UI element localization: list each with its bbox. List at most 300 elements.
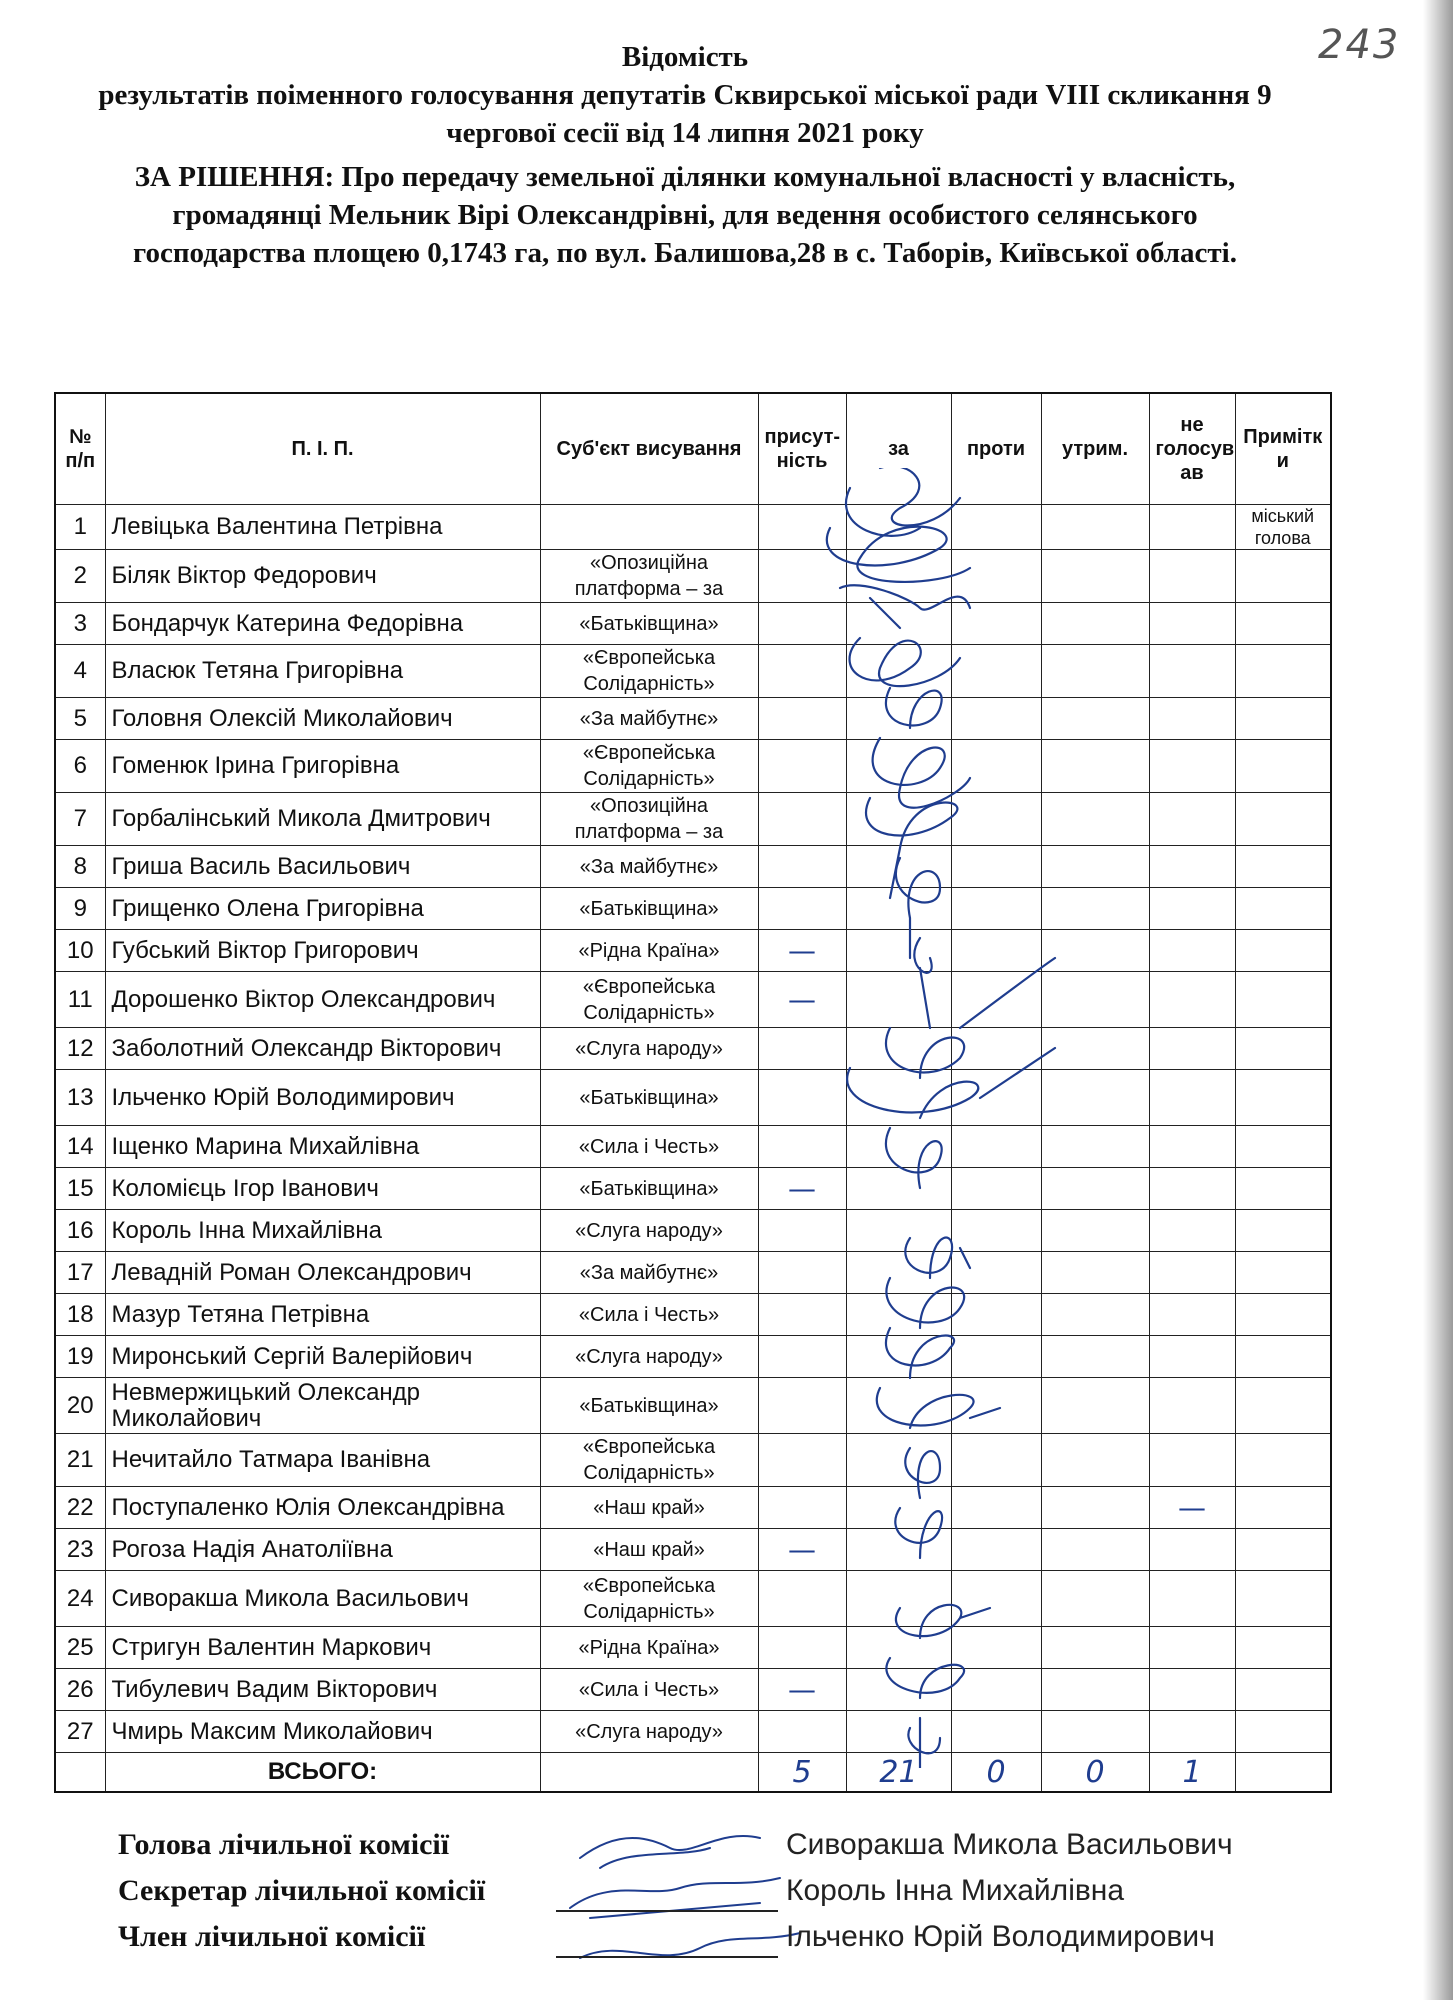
table-row	[55, 1378, 1331, 1434]
vote-against-cell	[951, 1711, 1041, 1753]
row-number: 25	[55, 1627, 105, 1669]
vote-for-cell	[846, 972, 951, 1028]
decision-line2: громадянці Мельник Вірі Олександрівні, для ведення особистого селянського	[172, 199, 1198, 231]
vote-for-cell	[846, 1336, 951, 1378]
vote-for-cell	[846, 1168, 951, 1210]
signature-row-secretary	[118, 1874, 1268, 1920]
vote-not-voted-cell	[1149, 930, 1235, 972]
vote-against-cell	[951, 1168, 1041, 1210]
vote-against-cell	[951, 550, 1041, 603]
vote-against-cell	[951, 1126, 1041, 1168]
row-note: міський голова	[1235, 505, 1331, 550]
row-number: 2	[55, 550, 105, 603]
totals-label: ВСЬОГО:	[105, 1753, 540, 1793]
vote-abstain-cell	[1041, 1487, 1149, 1529]
vote-for-cell	[846, 888, 951, 930]
nominating-party: «Європейська Солідарність»	[540, 645, 758, 698]
deputy-name: Тибулевич Вадим Вікторович	[105, 1669, 540, 1711]
deputy-name: Горбалінський Микола Дмитрович	[105, 793, 540, 846]
deputy-name: Грищенко Олена Григорівна	[105, 888, 540, 930]
vote-abstain-cell	[1041, 603, 1149, 645]
row-note	[1235, 1294, 1331, 1336]
vote-for-cell	[846, 1070, 951, 1126]
table-row	[55, 1070, 1331, 1126]
row-note	[1235, 930, 1331, 972]
col-header-name: П. І. П.	[105, 393, 540, 505]
vote-for-cell	[846, 1434, 951, 1487]
total-against: 0	[951, 1753, 1041, 1793]
col-header-notes: Примітк и	[1235, 393, 1331, 505]
table-row	[55, 645, 1331, 698]
presence-mark	[758, 1627, 846, 1669]
signature-role: Голова лічильної комісії	[118, 1828, 450, 1861]
nominating-party: «Сила і Честь»	[540, 1294, 758, 1336]
signature-row-chair	[118, 1828, 1268, 1874]
nominating-party: «Слуга народу»	[540, 1210, 758, 1252]
row-number: 13	[55, 1070, 105, 1126]
vote-against-cell	[951, 1529, 1041, 1571]
vote-against-cell	[951, 1210, 1041, 1252]
deputy-name: Біляк Віктор Федорович	[105, 550, 540, 603]
table-row	[55, 930, 1331, 972]
deputy-name: Заболотний Олександр Вікторович	[105, 1028, 540, 1070]
table-row	[55, 972, 1331, 1028]
vote-abstain-cell	[1041, 1336, 1149, 1378]
nominating-party: «За майбутнє»	[540, 698, 758, 740]
presence-mark: —	[758, 1168, 846, 1210]
vote-abstain-cell	[1041, 740, 1149, 793]
vote-not-voted-cell	[1149, 1627, 1235, 1669]
presence-mark	[758, 603, 846, 645]
vote-against-cell	[951, 846, 1041, 888]
nominating-party: «Опозиційна платформа – за	[540, 550, 758, 603]
vote-for-cell	[846, 550, 951, 603]
presence-mark	[758, 846, 846, 888]
row-number: 10	[55, 930, 105, 972]
vote-not-voted-cell	[1149, 1434, 1235, 1487]
nominating-party: «Слуга народу»	[540, 1028, 758, 1070]
page-number: 243	[1318, 22, 1401, 68]
row-number: 6	[55, 740, 105, 793]
table-row	[55, 1294, 1331, 1336]
scan-edge-shadow	[1423, 0, 1453, 2000]
row-note	[1235, 972, 1331, 1028]
table-body	[55, 505, 1331, 1753]
vote-abstain-cell	[1041, 930, 1149, 972]
deputy-name: Власюк Тетяна Григорівна	[105, 645, 540, 698]
nominating-party: «За майбутнє»	[540, 1252, 758, 1294]
presence-mark	[758, 1711, 846, 1753]
table-row	[55, 1669, 1331, 1711]
row-note	[1235, 1571, 1331, 1627]
vote-for-cell	[846, 740, 951, 793]
vote-abstain-cell	[1041, 1126, 1149, 1168]
presence-mark: —	[758, 1529, 846, 1571]
deputy-name: Чмирь Максим Миколайович	[105, 1711, 540, 1753]
deputy-name: Гоменюк Ірина Григорівна	[105, 740, 540, 793]
table-row	[55, 698, 1331, 740]
presence-mark	[758, 1210, 846, 1252]
deputy-name: Сиворакша Микола Васильович	[105, 1571, 540, 1627]
row-number: 17	[55, 1252, 105, 1294]
deputy-name: Коломієць Ігор Іванович	[105, 1168, 540, 1210]
signature-row-member	[118, 1920, 1268, 1966]
table-row	[55, 1336, 1331, 1378]
vote-for-cell	[846, 1028, 951, 1070]
vote-against-cell	[951, 698, 1041, 740]
row-note	[1235, 1711, 1331, 1753]
signature-name: Король Інна Михайлівна	[786, 1874, 1125, 1907]
row-number: 8	[55, 846, 105, 888]
presence-mark	[758, 1571, 846, 1627]
deputy-name: Миронський Сергій Валерійович	[105, 1336, 540, 1378]
deputy-name: Губський Віктор Григорович	[105, 930, 540, 972]
vote-not-voted-cell	[1149, 846, 1235, 888]
row-number: 22	[55, 1487, 105, 1529]
presence-mark	[758, 1434, 846, 1487]
vote-against-cell	[951, 1434, 1041, 1487]
vote-against-cell	[951, 1627, 1041, 1669]
table-row	[55, 888, 1331, 930]
row-note	[1235, 1487, 1331, 1529]
vote-not-voted-cell	[1149, 972, 1235, 1028]
vote-against-cell	[951, 1669, 1041, 1711]
row-note	[1235, 603, 1331, 645]
deputy-name: Король Інна Михайлівна	[105, 1210, 540, 1252]
row-number: 11	[55, 972, 105, 1028]
vote-against-cell	[951, 603, 1041, 645]
row-note	[1235, 1434, 1331, 1487]
signature-line	[556, 1956, 778, 1958]
vote-not-voted-cell	[1149, 1070, 1235, 1126]
row-number: 9	[55, 888, 105, 930]
vote-not-voted-cell	[1149, 550, 1235, 603]
nominating-party	[540, 505, 758, 550]
vote-against-cell	[951, 1294, 1041, 1336]
vote-for-cell	[846, 1252, 951, 1294]
document-subtitle-line1: результатів поіменного голосування депутатів Сквирської міської ради VIII скликання 9	[98, 79, 1272, 111]
col-header-not-voted: не голосув ав	[1149, 393, 1235, 505]
presence-mark: —	[758, 930, 846, 972]
vote-abstain-cell	[1041, 1434, 1149, 1487]
col-header-presence: присут-ність	[758, 393, 846, 505]
row-note	[1235, 1126, 1331, 1168]
vote-for-cell	[846, 603, 951, 645]
vote-not-voted-cell	[1149, 603, 1235, 645]
row-note	[1235, 1210, 1331, 1252]
presence-mark	[758, 740, 846, 793]
nominating-party: «Сила і Честь»	[540, 1126, 758, 1168]
totals-row	[55, 1753, 1331, 1793]
vote-for-cell	[846, 793, 951, 846]
vote-for-cell	[846, 1711, 951, 1753]
vote-abstain-cell	[1041, 1028, 1149, 1070]
vote-abstain-cell	[1041, 1252, 1149, 1294]
vote-abstain-cell	[1041, 1529, 1149, 1571]
presence-mark	[758, 1126, 846, 1168]
vote-abstain-cell	[1041, 505, 1149, 550]
table-row	[55, 1529, 1331, 1571]
vote-not-voted-cell: —	[1149, 1487, 1235, 1529]
vote-for-cell	[846, 930, 951, 972]
table-row	[55, 1487, 1331, 1529]
presence-mark	[758, 1028, 846, 1070]
vote-abstain-cell	[1041, 793, 1149, 846]
vote-not-voted-cell	[1149, 1711, 1235, 1753]
row-note	[1235, 1336, 1331, 1378]
decision-line1: ЗА РІШЕННЯ: Про передачу земельної ділянки комунальної власності у власність,	[134, 161, 1236, 193]
document-title: Відомість	[621, 41, 749, 73]
deputy-name: Гриша Василь Васильович	[105, 846, 540, 888]
table-row	[55, 1711, 1331, 1753]
vote-against-cell	[951, 1028, 1041, 1070]
vote-for-cell	[846, 1126, 951, 1168]
col-header-abstain: утрим.	[1041, 393, 1149, 505]
deputy-name: Нечитайло Татмара Іванівна	[105, 1434, 540, 1487]
row-note	[1235, 1378, 1331, 1434]
deputy-name: Головня Олексій Миколайович	[105, 698, 540, 740]
vote-for-cell	[846, 645, 951, 698]
vote-not-voted-cell	[1149, 1294, 1235, 1336]
presence-mark	[758, 888, 846, 930]
col-header-for: за	[846, 393, 951, 505]
presence-mark	[758, 505, 846, 550]
presence-mark: —	[758, 972, 846, 1028]
nominating-party: «Батьківщина»	[540, 888, 758, 930]
signature-name: Ільченко Юрій Володимирович	[786, 1920, 1215, 1953]
row-note	[1235, 888, 1331, 930]
col-header-party: Суб'єкт висування	[540, 393, 758, 505]
nominating-party: «Слуга народу»	[540, 1336, 758, 1378]
row-number: 20	[55, 1378, 105, 1434]
vote-not-voted-cell	[1149, 793, 1235, 846]
presence-mark	[758, 793, 846, 846]
signature-line	[556, 1910, 778, 1912]
presence-mark	[758, 645, 846, 698]
vote-not-voted-cell	[1149, 1210, 1235, 1252]
nominating-party: «Європейська Солідарність»	[540, 740, 758, 793]
document-subtitle-line2: чергової сесії від 14 липня 2021 року	[446, 117, 924, 149]
row-number: 7	[55, 793, 105, 846]
vote-against-cell	[951, 505, 1041, 550]
total-for: 21	[846, 1753, 951, 1793]
table-row	[55, 1571, 1331, 1627]
vote-against-cell	[951, 793, 1041, 846]
row-note	[1235, 1070, 1331, 1126]
vote-not-voted-cell	[1149, 888, 1235, 930]
vote-against-cell	[951, 1378, 1041, 1434]
presence-mark	[758, 1070, 846, 1126]
vote-against-cell	[951, 1070, 1041, 1126]
presence-mark	[758, 1378, 846, 1434]
vote-abstain-cell	[1041, 846, 1149, 888]
total-abstain: 0	[1041, 1753, 1149, 1793]
deputy-name: Поступаленко Юлія Олександрівна	[105, 1487, 540, 1529]
vote-for-cell	[846, 1487, 951, 1529]
row-number: 19	[55, 1336, 105, 1378]
row-note	[1235, 846, 1331, 888]
vote-for-cell	[846, 1669, 951, 1711]
totals-party-cell	[540, 1753, 758, 1793]
totals-empty-cell	[55, 1753, 105, 1793]
vote-abstain-cell	[1041, 698, 1149, 740]
vote-for-cell	[846, 698, 951, 740]
vote-for-cell	[846, 1294, 951, 1336]
row-note	[1235, 1669, 1331, 1711]
vote-not-voted-cell	[1149, 1168, 1235, 1210]
row-number: 18	[55, 1294, 105, 1336]
vote-for-cell	[846, 505, 951, 550]
vote-not-voted-cell	[1149, 740, 1235, 793]
vote-abstain-cell	[1041, 972, 1149, 1028]
row-note	[1235, 1252, 1331, 1294]
table-row	[55, 1434, 1331, 1487]
vote-not-voted-cell	[1149, 1336, 1235, 1378]
row-number: 3	[55, 603, 105, 645]
row-number: 5	[55, 698, 105, 740]
signature-role: Член лічильної комісії	[118, 1920, 426, 1953]
vote-not-voted-cell	[1149, 1028, 1235, 1070]
vote-not-voted-cell	[1149, 1529, 1235, 1571]
vote-against-cell	[951, 645, 1041, 698]
nominating-party: «Слуга народу»	[540, 1711, 758, 1753]
row-note	[1235, 698, 1331, 740]
nominating-party: «Європейська Солідарність»	[540, 972, 758, 1028]
table-row	[55, 793, 1331, 846]
nominating-party: «Батьківщина»	[540, 1168, 758, 1210]
row-note	[1235, 1627, 1331, 1669]
row-number: 1	[55, 505, 105, 550]
col-header-against: проти	[951, 393, 1041, 505]
vote-against-cell	[951, 888, 1041, 930]
table-row	[55, 550, 1331, 603]
vote-abstain-cell	[1041, 550, 1149, 603]
vote-abstain-cell	[1041, 645, 1149, 698]
nominating-party: «Батьківщина»	[540, 1378, 758, 1434]
nominating-party: «Європейська Солідарність»	[540, 1571, 758, 1627]
vote-abstain-cell	[1041, 1378, 1149, 1434]
presence-mark: —	[758, 1669, 846, 1711]
vote-abstain-cell	[1041, 1168, 1149, 1210]
table-row	[55, 846, 1331, 888]
vote-for-cell	[846, 1378, 951, 1434]
vote-against-cell	[951, 1571, 1041, 1627]
nominating-party: «Батьківщина»	[540, 1070, 758, 1126]
nominating-party: «Опозиційна платформа – за	[540, 793, 758, 846]
vote-not-voted-cell	[1149, 645, 1235, 698]
row-number: 12	[55, 1028, 105, 1070]
row-note	[1235, 1028, 1331, 1070]
signature-name: Сиворакша Микола Васильович	[786, 1828, 1233, 1861]
row-note	[1235, 740, 1331, 793]
row-note	[1235, 550, 1331, 603]
vote-abstain-cell	[1041, 1627, 1149, 1669]
table-row	[55, 1168, 1331, 1210]
vote-not-voted-cell	[1149, 1252, 1235, 1294]
nominating-party: «Рідна Країна»	[540, 1627, 758, 1669]
vote-not-voted-cell	[1149, 1126, 1235, 1168]
row-number: 27	[55, 1711, 105, 1753]
vote-against-cell	[951, 1336, 1041, 1378]
presence-mark	[758, 1252, 846, 1294]
deputy-name: Левадній Роман Олександрович	[105, 1252, 540, 1294]
presence-mark	[758, 1487, 846, 1529]
table-row	[55, 1627, 1331, 1669]
vote-against-cell	[951, 972, 1041, 1028]
row-number: 24	[55, 1571, 105, 1627]
row-note	[1235, 793, 1331, 846]
vote-abstain-cell	[1041, 1711, 1149, 1753]
table-row	[55, 505, 1331, 550]
nominating-party: «Наш край»	[540, 1487, 758, 1529]
presence-mark	[758, 550, 846, 603]
nominating-party: «Сила і Честь»	[540, 1669, 758, 1711]
row-number: 16	[55, 1210, 105, 1252]
nominating-party: «Європейська Солідарність»	[540, 1434, 758, 1487]
deputy-name: Дорошенко Віктор Олександрович	[105, 972, 540, 1028]
row-number: 4	[55, 645, 105, 698]
vote-against-cell	[951, 1252, 1041, 1294]
vote-abstain-cell	[1041, 888, 1149, 930]
vote-abstain-cell	[1041, 1210, 1149, 1252]
table-row	[55, 1126, 1331, 1168]
signature-role: Секретар лічильної комісії	[118, 1874, 486, 1907]
totals-notes-cell	[1235, 1753, 1331, 1793]
vote-against-cell	[951, 930, 1041, 972]
vote-not-voted-cell	[1149, 1571, 1235, 1627]
vote-abstain-cell	[1041, 1070, 1149, 1126]
vote-against-cell	[951, 1487, 1041, 1529]
row-note	[1235, 645, 1331, 698]
table-row	[55, 1028, 1331, 1070]
row-number: 23	[55, 1529, 105, 1571]
table-header-row	[55, 393, 1331, 505]
deputy-name: Стригун Валентин Маркович	[105, 1627, 540, 1669]
vote-not-voted-cell	[1149, 505, 1235, 550]
deputy-name: Невмержицький Олександр Миколайович	[105, 1378, 540, 1434]
nominating-party: «Рідна Країна»	[540, 930, 758, 972]
table-row	[55, 740, 1331, 793]
vote-for-cell	[846, 1627, 951, 1669]
col-header-num: № п/п	[55, 393, 105, 505]
table-row	[55, 1252, 1331, 1294]
table-row	[55, 1210, 1331, 1252]
vote-for-cell	[846, 1529, 951, 1571]
vote-abstain-cell	[1041, 1571, 1149, 1627]
total-presence: 5	[758, 1753, 846, 1793]
voting-table	[54, 392, 1332, 1793]
nominating-party: «За майбутнє»	[540, 846, 758, 888]
row-number: 21	[55, 1434, 105, 1487]
row-note	[1235, 1168, 1331, 1210]
vote-abstain-cell	[1041, 1669, 1149, 1711]
deputy-name: Мазур Тетяна Петрівна	[105, 1294, 540, 1336]
total-not-voted: 1	[1149, 1753, 1235, 1793]
vote-abstain-cell	[1041, 1294, 1149, 1336]
nominating-party: «Наш край»	[540, 1529, 758, 1571]
row-number: 14	[55, 1126, 105, 1168]
vote-for-cell	[846, 1210, 951, 1252]
vote-against-cell	[951, 740, 1041, 793]
deputy-name: Левіцька Валентина Петрівна	[105, 505, 540, 550]
deputy-name: Рогоза Надія Анатоліївна	[105, 1529, 540, 1571]
vote-not-voted-cell	[1149, 1378, 1235, 1434]
decision-line3: господарства площею 0,1743 га, по вул. Балишова,28 в с. Таборів, Київської області.	[133, 237, 1237, 269]
row-note	[1235, 1529, 1331, 1571]
vote-not-voted-cell	[1149, 1669, 1235, 1711]
presence-mark	[758, 1336, 846, 1378]
presence-mark	[758, 1294, 846, 1336]
